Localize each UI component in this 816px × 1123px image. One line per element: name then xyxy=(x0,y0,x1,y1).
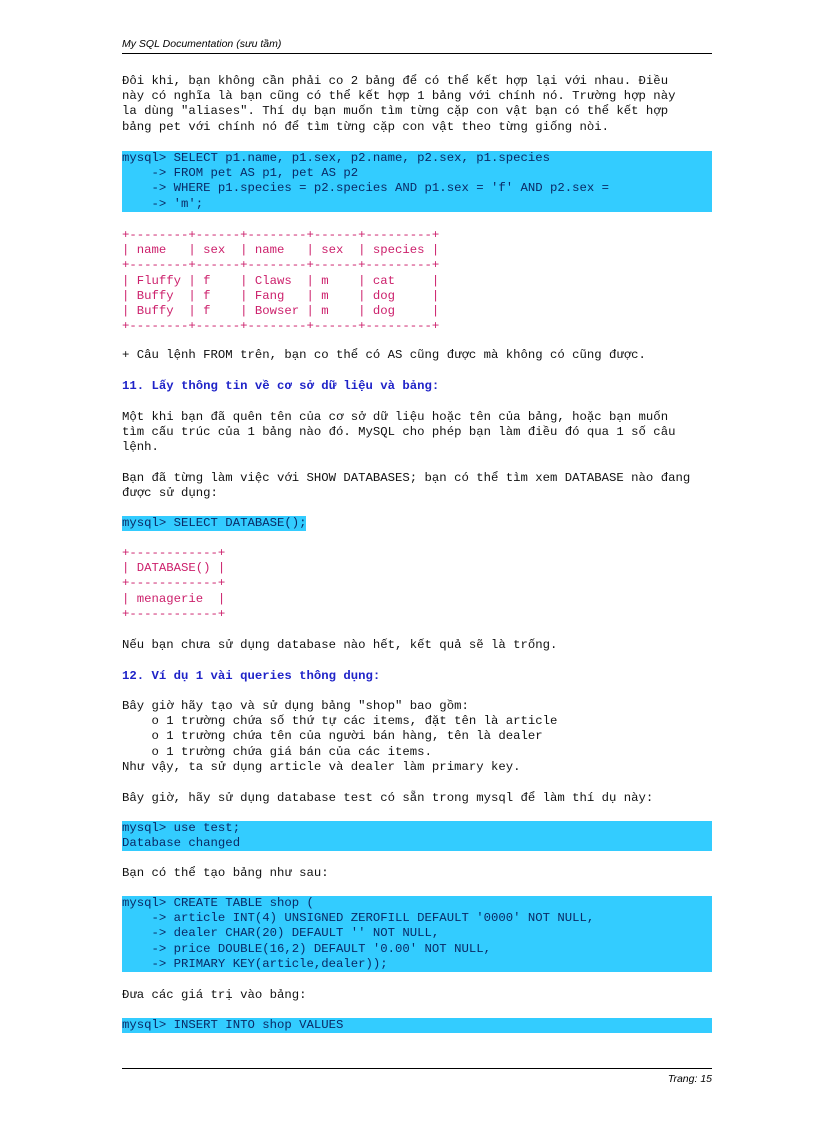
intro-paragraph: Đôi khi, bạn không cần phải co 2 bảng để có thể kết hợp lại với nhau. Điều này có nghĩa là bạn cũng có thể kết hợp 1 bảng với chính nó. Trường hợp này la dùng "aliases". Thí dụ bạn muốn tìm từng cặp con vật bạn có thể kết hợp bảng pet với chính nó để tìm từng cặp con vật theo từng giống nòi. xyxy=(122,74,676,134)
result-table-self-join: +--------+------+--------+------+---------+ | name | sex | name | sex | species | +--------+------+--------+------+---------+ | Fluffy | f | Claws | m | cat | | Buffy | f | Fang | m | dog | | Buffy | f | Bowser | m | dog | +--------+------+--------+------+---------+ xyxy=(122,228,440,334)
note-paragraph: + Câu lệnh FROM trên, bạn co thể có AS cũng được mà không có cũng được. xyxy=(122,348,646,362)
code-block-self-join: mysql> SELECT p1.name, p1.sex, p2.name, p2.sex, p1.species -> FROM pet AS p1, pet AS p2 -> WHERE p1.species = p2.species AND p1.sex = 'f' AND p2.sex = -> 'm'; xyxy=(122,151,712,212)
code-block-insert: mysql> INSERT INTO shop VALUES xyxy=(122,1018,712,1033)
code-block-select-database: mysql> SELECT DATABASE(); xyxy=(122,516,307,530)
section11-paragraph-2: Bạn đã từng làm việc với SHOW DATABASES; bạn có thể tìm xem DATABASE nào đang được sử dụng: xyxy=(122,471,691,501)
section-heading-11: 11. Lấy thông tin về cơ sở dữ liệu và bảng: xyxy=(122,379,440,393)
section11-paragraph-3: Nếu bạn chưa sử dụng database nào hết, kết quả sẽ là trống. xyxy=(122,638,558,652)
section12-paragraph-3: Bạn có thể tạo bảng như sau: xyxy=(122,866,329,880)
section12-paragraph-2: Bây giờ, hãy sử dụng database test có sẵn trong mysql để làm thí dụ này: xyxy=(122,791,654,805)
code-block-select-database-wrap xyxy=(122,516,712,536)
result-table-database: +------------+ | DATABASE() | +------------+ | menagerie | +------------+ xyxy=(122,546,226,621)
section-heading-12: 12. Ví dụ 1 vài queries thông dụng: xyxy=(122,669,381,683)
page-footer: Trang: 15 xyxy=(122,1068,712,1085)
code-block-create-table: mysql> CREATE TABLE shop ( -> article INT(4) UNSIGNED ZEROFILL DEFAULT '0000' NOT NULL, -> dealer CHAR(20) DEFAULT '' NOT NULL, -> price DOUBLE(16,2) DEFAULT '0.00' NOT NULL, -> PRIMARY KEY(article,dealer)); xyxy=(122,896,712,972)
section12-paragraph-4: Đưa các giá trị vào bảng: xyxy=(122,988,307,1002)
code-block-use-test: mysql> use test; Database changed xyxy=(122,821,712,851)
page-header: My SQL Documentation (sưu tầm) xyxy=(122,38,712,54)
section12-paragraph-1: Bây giờ hãy tạo và sử dụng bảng "shop" bao gồm: o 1 trường chứa số thứ tự các items, đặt tên là article o 1 trường chứa tên của người bán hàng, tên là dealer o 1 trường chứa giá bán của các items. Như vậy, ta sử dụng article và dealer làm primary key. xyxy=(122,699,558,774)
section11-paragraph-1: Một khi bạn đã quên tên của cơ sở dữ liệu hoặc tên của bảng, hoặc bạn muốn tìm cấu trúc của 1 bảng nào đó. MySQL cho phép bạn làm điều đó qua 1 số câu lệnh. xyxy=(122,410,676,455)
